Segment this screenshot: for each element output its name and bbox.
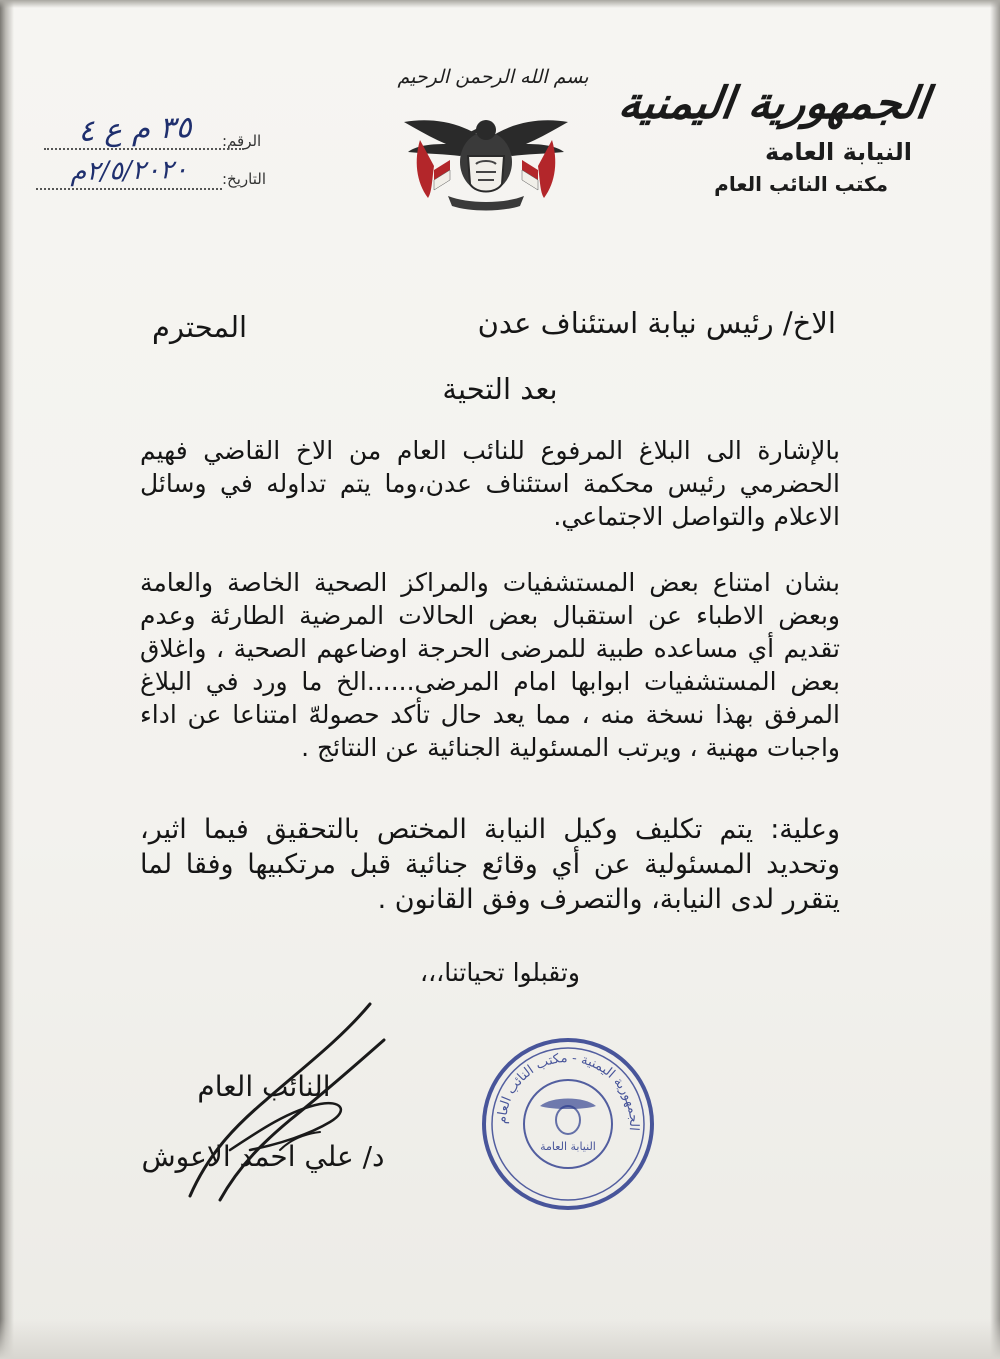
- svg-text:الجمهورية اليمنية - مكتب النائ: [495, 1051, 641, 1131]
- stamp-inner-text: النيابة العامة: [540, 1140, 596, 1153]
- date-line: [36, 188, 222, 190]
- stamp-outer-text: الجمهورية اليمنية - مكتب النائب العام: [494, 1050, 642, 1132]
- addressee: الاخ/ رئيس نيابة استئناف عدن: [477, 306, 836, 340]
- page-shadow-right: [990, 0, 1000, 1359]
- date-value: ٢/٥/٢٠٢٠م: [70, 154, 188, 188]
- handwritten-signature: [170, 1000, 410, 1210]
- body-paragraph-3: وعلية: يتم تكليف وكيل النيابة المختص بالتحقيق فيما اثير، وتحديد المسئولية عن أي وقائع جنائية قبل مرتكبيها وفقا لما يتقرر لدى النيابة، والتصرف وفق القانون .: [140, 814, 840, 915]
- body-paragraph-1: بالإشارة الى البلاغ المرفوع للنائب العام من الاخ القاضي فهيم الحضرمي رئيس محكمة استئناف عدن،وما يتم تداوله في وسائل الاعلام والتواصل الاجتماعي.: [140, 436, 840, 531]
- body-paragraph-2: بشان امتناع بعض المستشفيات والمراكز الصحية الخاصة والعامة وبعض الاطباء عن استقبال بعض الحالات المرضية الطارئة وعدم تقديم أي مساعده طبية للمرضى الحرجة اوضاعهم الصحية ، واغلاق بعض المستشفيات ابوابها امام المرضى......الخ ما ورد في البلاغ المرفق بهذا نسخة منه ، مما يعد حال تأكد حصولهّ امتناعا عن اداء واجبات مهنية ، ويرتب المسئولية الجنائية عن النتائج .: [140, 568, 840, 762]
- basmala: بسم الله الرحمن الرحيم: [397, 66, 589, 88]
- signatory-title: النائب العام: [197, 1070, 331, 1103]
- greeting: بعد التحية: [442, 372, 558, 406]
- office-name: مكتب النائب العام: [714, 172, 888, 196]
- official-stamp: [480, 1036, 656, 1212]
- honorific: المحترم: [152, 310, 248, 344]
- signatory-name: د/ علي احمد الاعوش: [141, 1140, 385, 1173]
- state-name: الجمهورية اليمنية: [615, 78, 932, 129]
- yemen-eagle-emblem-icon: [398, 100, 574, 220]
- page-shadow-top: [0, 0, 1000, 8]
- reference-number-value: ٣٥ م ع ٤: [77, 110, 193, 149]
- reference-number-label: الرقم:: [222, 132, 262, 150]
- department-name: النيابة العامة: [765, 138, 912, 166]
- page-shadow-left: [0, 0, 14, 1359]
- date-label: التاريخ:: [222, 170, 266, 188]
- page-shadow-bottom: [0, 1319, 1000, 1359]
- closing-line: وتقبلوا تحياتنا،،،: [420, 958, 580, 987]
